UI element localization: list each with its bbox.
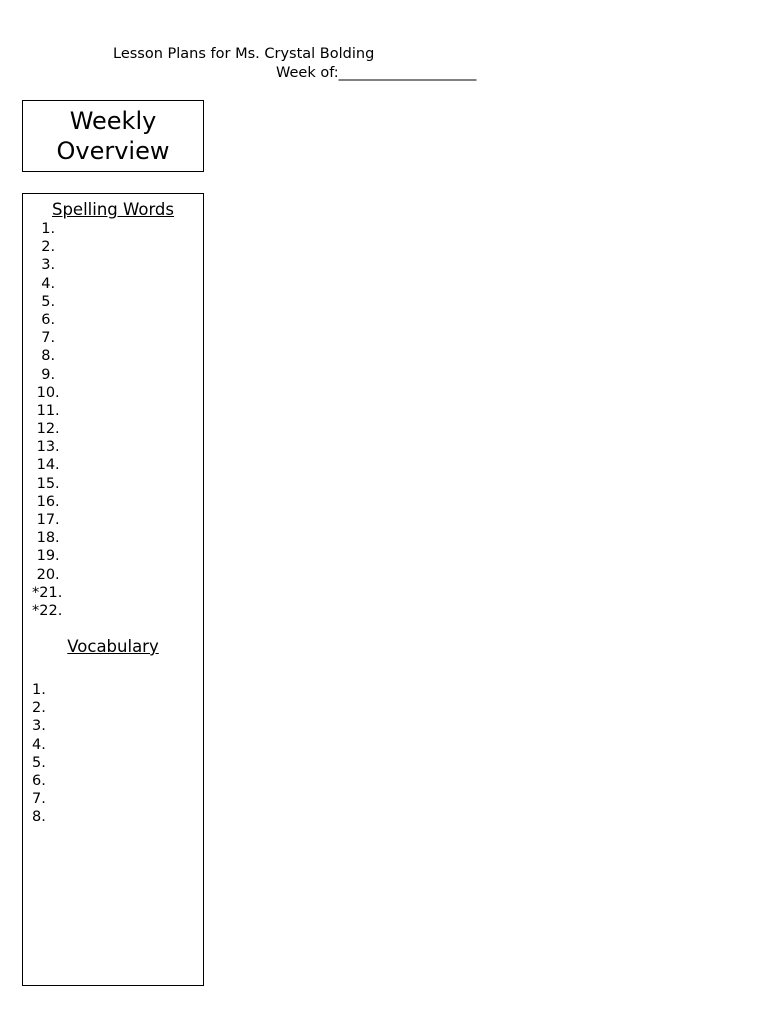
header-week-of: Week of:___________________	[276, 65, 477, 81]
spelling-word-item: 20.	[32, 566, 60, 583]
spelling-word-item: 15.	[32, 475, 60, 492]
vocabulary-item: 1.	[32, 682, 46, 698]
spelling-word-item: 5.	[32, 293, 56, 310]
weekly-overview-line1: Weekly	[69, 107, 157, 135]
spelling-word-item: 10.	[32, 384, 60, 401]
vocabulary-item: 8.	[32, 809, 46, 826]
word-lists-box	[22, 193, 204, 986]
spelling-word-item: 19.	[32, 548, 60, 565]
vocabulary-heading: Vocabulary	[67, 637, 159, 656]
spelling-word-item: 11.	[32, 402, 60, 419]
vocabulary-item: 2.	[32, 700, 46, 717]
spelling-word-item: 2.	[32, 239, 56, 256]
vocabulary-item: 3.	[32, 718, 46, 735]
spelling-word-item: 17.	[32, 512, 60, 528]
spelling-words-list	[32, 220, 62, 620]
vocabulary-list	[32, 681, 46, 827]
vocabulary-item: 6.	[32, 772, 46, 789]
spelling-word-item: 18.	[32, 530, 60, 547]
spelling-word-item: 3.	[32, 257, 56, 274]
spelling-word-item: 12.	[32, 421, 60, 438]
spelling-words-heading: Spelling Words	[51, 200, 175, 219]
spelling-word-item: 6.	[32, 311, 56, 328]
spelling-word-item: 8.	[32, 348, 56, 365]
vocabulary-item: 7.	[32, 791, 46, 808]
vocabulary-item: 4.	[32, 736, 46, 753]
weekly-overview-box	[22, 100, 204, 172]
header-title: Lesson Plans for Ms. Crystal Bolding	[113, 46, 375, 62]
vocabulary-item: 5.	[32, 754, 46, 771]
spelling-word-item: 4.	[32, 275, 56, 292]
spelling-word-item: 9.	[32, 366, 56, 383]
spelling-word-item: 7.	[32, 330, 56, 347]
spelling-word-item: 14.	[32, 457, 60, 474]
spelling-word-item: *22.	[32, 602, 63, 619]
weekly-overview-line2: Overview	[56, 137, 170, 165]
spelling-word-item: 16.	[32, 493, 60, 510]
spelling-word-item: *21.	[32, 584, 63, 601]
spelling-word-item: 13.	[32, 439, 60, 456]
spelling-word-item: 1.	[32, 221, 56, 237]
